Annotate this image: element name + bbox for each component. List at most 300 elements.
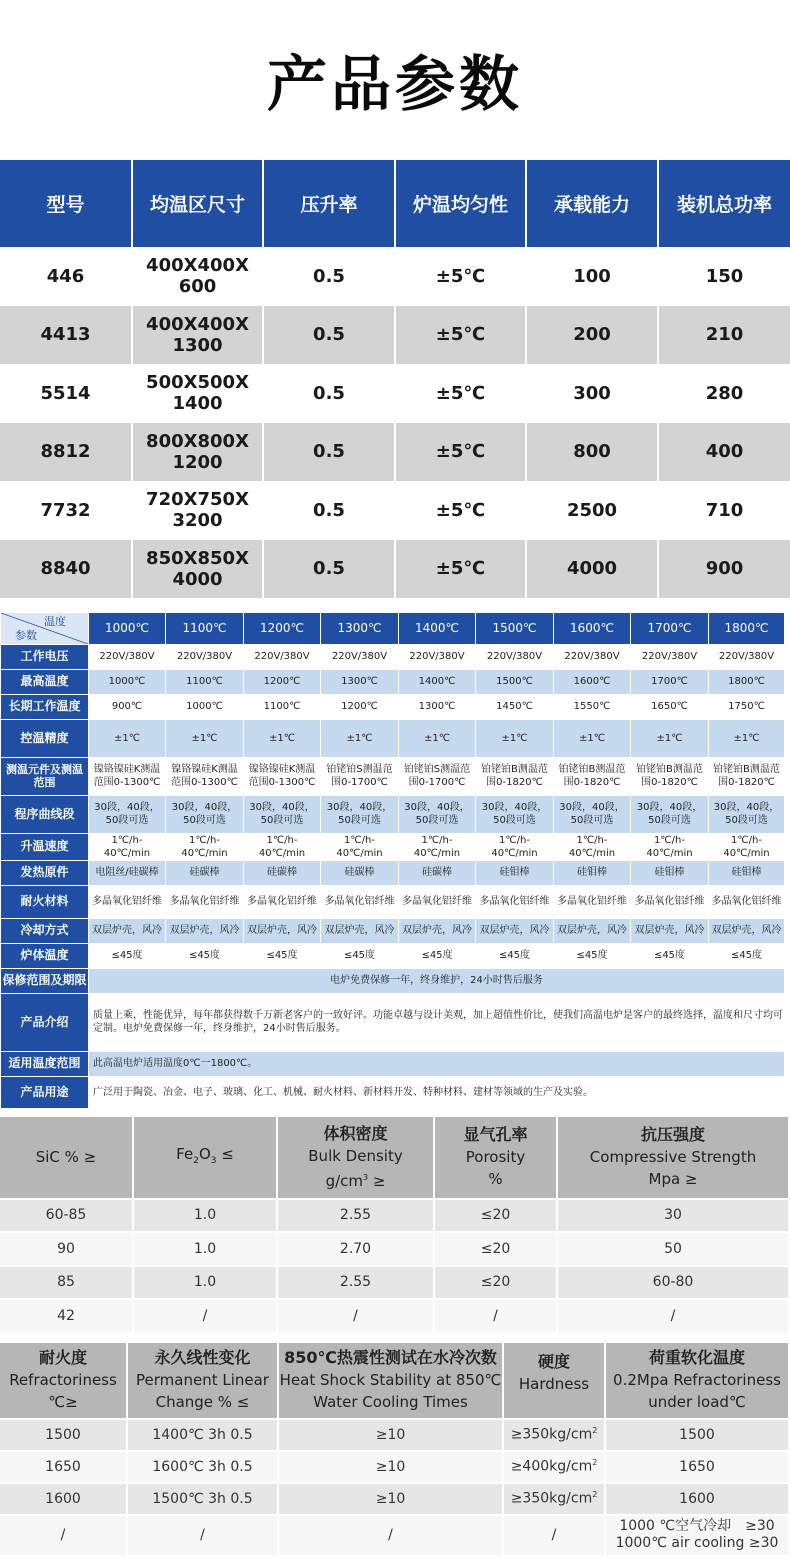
value-cell: 220V/380V xyxy=(476,644,554,669)
row-label: 测温元件及测温范围 xyxy=(1,757,89,795)
wide-value-cell xyxy=(89,1051,785,1076)
table-row xyxy=(1,669,785,694)
value-cell: 多晶氧化铝纤维 xyxy=(554,885,631,918)
value-text: 1650 xyxy=(679,1458,715,1475)
value-cell xyxy=(631,757,709,795)
value-cell: 多晶氧化铝纤维 xyxy=(476,885,554,918)
value-line: 30段，40段， xyxy=(713,802,780,813)
value-cell: 1600℃ xyxy=(554,669,631,694)
capacity-cell: 300 xyxy=(526,364,658,423)
value-cell xyxy=(127,1483,278,1515)
value-cell: 1℃/h-40℃/min xyxy=(399,833,476,860)
value-cell: 50 xyxy=(557,1232,788,1266)
table-row xyxy=(1,644,785,669)
size-line-2: 1300 xyxy=(172,334,223,356)
value-cell xyxy=(631,795,709,833)
value-cell xyxy=(399,757,476,795)
value-cell: / xyxy=(503,1515,605,1555)
temp-table-wrapper xyxy=(0,612,784,1109)
value-cell xyxy=(244,795,321,833)
value-cell xyxy=(399,795,476,833)
power-cell: 280 xyxy=(658,364,790,423)
value-cell: ≤45度 xyxy=(321,943,399,968)
value-line: 范围0-1300℃ xyxy=(171,777,238,788)
value-cell xyxy=(89,795,166,833)
model-cell: 5514 xyxy=(0,364,132,423)
value-cell xyxy=(0,1419,127,1451)
value-text: ≥350kg/cm xyxy=(510,1426,593,1443)
value-cell: 220V/380V xyxy=(554,644,631,669)
corner-top-label: 温度 xyxy=(44,614,66,628)
value-cell: 硅钼棒 xyxy=(554,860,631,885)
temp-header: 1200℃ xyxy=(244,612,321,644)
value-line: 范围0-1300℃ xyxy=(248,777,316,788)
table-row xyxy=(0,1515,788,1555)
power-cell: 210 xyxy=(658,306,790,365)
compressive-header: 抗压强度 Compressive Strength Mpa ≥ xyxy=(557,1117,788,1199)
value-text: 1500 xyxy=(679,1426,715,1443)
value-cell xyxy=(503,1419,605,1451)
value-line: 30段，40段， xyxy=(249,802,315,813)
value-line: 范围0-1300℃ xyxy=(93,777,161,788)
power-cell: 900 xyxy=(658,540,790,599)
row-label: 适用温度范围 xyxy=(1,1051,89,1076)
model-cell: 8812 xyxy=(0,423,132,482)
value-text: ≥10 xyxy=(375,1426,406,1443)
value-text: ≥10 xyxy=(375,1458,406,1475)
value-cell: 1500℃ xyxy=(476,669,554,694)
value-cell: 220V/380V xyxy=(399,644,476,669)
row-label: 耐火材料 xyxy=(1,885,89,918)
size-line-2: 4000 xyxy=(172,568,223,590)
header-rate: 压升率 xyxy=(263,160,395,247)
value-cell: 1.0 xyxy=(133,1199,277,1233)
value-cell: 1℃/h-40℃/min xyxy=(554,833,631,860)
value-line: 30段，40段， xyxy=(171,802,238,813)
value-cell: 硅碳棒 xyxy=(166,860,244,885)
value-cell: / xyxy=(127,1515,278,1555)
value-cell: 60-80 xyxy=(557,1266,788,1300)
header-capacity: 承载能力 xyxy=(526,160,658,247)
value-cell: 2.70 xyxy=(277,1232,434,1266)
rate-cell: 0.5 xyxy=(263,247,395,306)
value-cell: 1℃/h-40℃/min xyxy=(89,833,166,860)
row-label: 产品用途 xyxy=(1,1076,89,1108)
value-cell xyxy=(89,757,166,795)
value-cell: 1℃/h-40℃/min xyxy=(709,833,785,860)
value-cell: 1℃/h-40℃/min xyxy=(244,833,321,860)
rate-cell: 0.5 xyxy=(263,481,395,540)
temp-header: 1400℃ xyxy=(399,612,476,644)
value-cell: 220V/380V xyxy=(709,644,785,669)
value-line: 30段，40段， xyxy=(404,802,470,813)
unit-superscript: 2 xyxy=(592,1458,598,1468)
size-cell xyxy=(132,247,263,306)
sic-header: SiC % ≥ xyxy=(0,1117,133,1199)
value-cell: ≤45度 xyxy=(709,943,785,968)
header-size: 均温区尺寸 xyxy=(132,160,263,247)
temp-header: 1600℃ xyxy=(554,612,631,644)
wide-value-cell xyxy=(89,968,785,993)
value-cell: 多晶氧化铝纤维 xyxy=(244,885,321,918)
table-row xyxy=(0,1232,788,1266)
value-cell: 双层炉壳，风冷 xyxy=(89,918,166,943)
value-cell xyxy=(278,1483,503,1515)
table-row xyxy=(0,1483,788,1515)
load-softening-header: 荷重软化温度 0.2Mpa Refractoriness under load℃ xyxy=(605,1343,788,1419)
value-cell: 双层炉壳，风冷 xyxy=(399,918,476,943)
value-cell xyxy=(127,1419,278,1451)
table-row xyxy=(0,423,790,482)
density-header: 体积密度 Bulk Density $g/cm^3$ ≥ xyxy=(277,1117,434,1199)
value-line: 50段可选 xyxy=(493,815,536,826)
value-cell: 60-85 xyxy=(0,1199,133,1233)
value-line: 镍铬镍硅K测温 xyxy=(171,764,238,775)
value-line: 围0-1700℃ xyxy=(331,777,388,788)
row-label: 炉体温度 xyxy=(1,943,89,968)
table-row xyxy=(1,795,785,833)
value-cell: 220V/380V xyxy=(244,644,321,669)
table-row xyxy=(0,1299,788,1333)
value-text: ≥10 xyxy=(375,1490,406,1507)
value-cell: ≤45度 xyxy=(631,943,709,968)
row-label: 程序曲线段 xyxy=(1,795,89,833)
table-row xyxy=(1,885,785,918)
value-cell xyxy=(605,1419,788,1451)
table-row xyxy=(1,757,785,795)
row-label: 产品介绍 xyxy=(1,993,89,1051)
model-cell: 8840 xyxy=(0,540,132,599)
value-text: 1600 xyxy=(679,1490,715,1507)
value-cell xyxy=(0,1483,127,1515)
value-line: 30段，40段， xyxy=(326,802,393,813)
porosity-header: 显气孔率 Porosity % xyxy=(434,1117,557,1199)
heat-shock-header: 850℃热震性测试在水冷次数 Heat Shock Stability at 850℃ Water Cooling Times xyxy=(278,1343,503,1419)
table-row xyxy=(1,860,785,885)
fe2o3-header: $Fe_2O_3$ ≤ xyxy=(133,1117,277,1199)
value-cell: ≤20 xyxy=(434,1199,557,1233)
value-cell xyxy=(278,1451,503,1483)
value-cell: 1100℃ xyxy=(244,694,321,719)
value-line: 50段可选 xyxy=(648,815,691,826)
size-cell xyxy=(132,306,263,365)
value-line: 铂铑铂B测温范 xyxy=(558,764,626,775)
value-cell: 2.55 xyxy=(277,1199,434,1233)
value-cell: ±1℃ xyxy=(89,719,166,757)
capacity-cell: 200 xyxy=(526,306,658,365)
value-cell: 1℃/h-40℃/min xyxy=(166,833,244,860)
power-cell: 400 xyxy=(658,423,790,482)
value-text: 1500℃ 3h 0.5 xyxy=(152,1490,253,1507)
temp-table-corner xyxy=(1,612,89,644)
value-cell xyxy=(554,757,631,795)
value-text: ≥400kg/cm xyxy=(510,1458,593,1475)
value-line: 铂铑铂B测温范 xyxy=(713,764,780,775)
value-cell: 90 xyxy=(0,1232,133,1266)
value-cell: ≤45度 xyxy=(166,943,244,968)
value-line: 围0-1820℃ xyxy=(718,777,775,788)
value-cell: 双层炉壳，风冷 xyxy=(631,918,709,943)
value-line: 50段可选 xyxy=(338,815,381,826)
value-cell: 硅钼棒 xyxy=(631,860,709,885)
value-text: 1600℃ 3h 0.5 xyxy=(152,1458,253,1475)
value-cell: 硅碳棒 xyxy=(399,860,476,885)
value-cell: 1650℃ xyxy=(631,694,709,719)
value-cell: 多晶氧化铝纤维 xyxy=(166,885,244,918)
value-line: 镍铬镍硅K测温 xyxy=(248,764,316,775)
value-line: 镍铬镍硅K测温 xyxy=(93,764,161,775)
value-cell: 220V/380V xyxy=(321,644,399,669)
table-row xyxy=(0,247,790,306)
value-cell: ≤45度 xyxy=(554,943,631,968)
value-cell xyxy=(554,795,631,833)
value-cell: 多晶氧化铝纤维 xyxy=(631,885,709,918)
size-line-2: 1200 xyxy=(172,451,223,473)
value-cell: 1700℃ xyxy=(631,669,709,694)
value-cell xyxy=(166,795,244,833)
value-cell: 1300℃ xyxy=(321,669,399,694)
size-line-2: 1400 xyxy=(172,393,223,415)
value-text: 1500 xyxy=(45,1426,81,1443)
value-cell: 多晶氧化铝纤维 xyxy=(321,885,399,918)
value-cell: 硅钼棒 xyxy=(476,860,554,885)
value-cell: 1.0 xyxy=(133,1232,277,1266)
value-cell: 85 xyxy=(0,1266,133,1300)
value-line: 围0-1700℃ xyxy=(408,777,466,788)
value-cell: 电阻丝/硅碳棒 xyxy=(89,860,166,885)
value-cell: 1℃/h-40℃/min xyxy=(476,833,554,860)
value-cell: 1200℃ xyxy=(321,694,399,719)
refractory-table xyxy=(0,1343,788,1555)
rate-cell: 0.5 xyxy=(263,423,395,482)
value-text: 1650 xyxy=(45,1458,81,1475)
value-cell: ≤20 xyxy=(434,1266,557,1300)
row-label: 工作电压 xyxy=(1,644,89,669)
value-cell: 1℃/h-40℃/min xyxy=(631,833,709,860)
header-power: 装机总功率 xyxy=(658,160,790,247)
value-cell: 42 xyxy=(0,1299,133,1333)
uniformity-cell: ±5℃ xyxy=(395,364,526,423)
value-cell: 220V/380V xyxy=(166,644,244,669)
value-cell: ≤45度 xyxy=(89,943,166,968)
value-cell: 多晶氧化铝纤维 xyxy=(399,885,476,918)
temp-header: 1500℃ xyxy=(476,612,554,644)
value-cell: 900℃ xyxy=(89,694,166,719)
size-cell xyxy=(132,481,263,540)
value-cell: 30 xyxy=(557,1199,788,1233)
wide-value-line: 此高温电炉适用温度0℃一1800℃。 xyxy=(93,1058,258,1069)
value-cell xyxy=(476,795,554,833)
value-cell: ≤45度 xyxy=(476,943,554,968)
row-label: 升温速度 xyxy=(1,833,89,860)
temp-table xyxy=(0,612,785,1109)
value-cell: 1℃/h-40℃/min xyxy=(321,833,399,860)
value-line: 30段，40段， xyxy=(94,802,160,813)
value-cell: 220V/380V xyxy=(631,644,709,669)
row-label: 保修范围及期限 xyxy=(1,968,89,993)
value-cell: 1750℃ xyxy=(709,694,785,719)
table-row xyxy=(0,1266,788,1300)
value-cell: ±1℃ xyxy=(244,719,321,757)
value-cell xyxy=(278,1419,503,1451)
table-row xyxy=(0,1419,788,1451)
model-cell: 7732 xyxy=(0,481,132,540)
value-line: 50段可选 xyxy=(725,815,768,826)
value-cell: ≤45度 xyxy=(399,943,476,968)
linear-change-header: 永久线性变化 Permanent Linear Change % ≤ xyxy=(127,1343,278,1419)
uniformity-cell: ±5℃ xyxy=(395,423,526,482)
table-row xyxy=(1,993,785,1051)
value-cell: 1550℃ xyxy=(554,694,631,719)
value-text: 1600 xyxy=(45,1490,81,1507)
value-cell: ±1℃ xyxy=(321,719,399,757)
value-cell: / xyxy=(278,1515,503,1555)
row-label: 发热原件 xyxy=(1,860,89,885)
capacity-cell: 2500 xyxy=(526,481,658,540)
wide-value-line: 广泛用于陶瓷、冶金、电子、玻璃、化工、机械、耐火材料、新材料开发、特种材料、建材等领域的生产及实验。 xyxy=(93,1086,593,1098)
size-line-2: 3200 xyxy=(172,510,223,532)
spec-table xyxy=(0,160,790,599)
value-cell: ±1℃ xyxy=(709,719,785,757)
table-row xyxy=(1,833,785,860)
value-cell: / xyxy=(133,1299,277,1333)
table-row xyxy=(0,1451,788,1483)
value-cell xyxy=(166,757,244,795)
value-cell: / xyxy=(557,1299,788,1333)
value-line: 1000 ℃空气冷却 ≥30 xyxy=(619,1518,775,1534)
row-label: 最高温度 xyxy=(1,669,89,694)
value-cell xyxy=(503,1483,605,1515)
size-line-2: 600 xyxy=(178,276,217,297)
table-row xyxy=(1,719,785,757)
uniformity-cell: ±5℃ xyxy=(395,481,526,540)
value-line: 铂铑铂S测温范 xyxy=(403,764,471,775)
temp-header: 1100℃ xyxy=(166,612,244,644)
value-cell xyxy=(709,795,785,833)
value-cell: 1800℃ xyxy=(709,669,785,694)
rate-cell: 0.5 xyxy=(263,306,395,365)
value-cell: 1.0 xyxy=(133,1266,277,1300)
model-cell: 4413 xyxy=(0,306,132,365)
size-line-1: 400X400X xyxy=(146,313,249,335)
table-row xyxy=(1,1051,785,1076)
table-row xyxy=(1,694,785,719)
power-cell: 150 xyxy=(658,247,790,306)
value-line: 50段可选 xyxy=(415,815,459,826)
value-cell: ±1℃ xyxy=(476,719,554,757)
header-uniformity: 炉温均匀性 xyxy=(395,160,526,247)
value-cell xyxy=(605,1515,788,1555)
value-line: 50段可选 xyxy=(570,815,614,826)
value-cell xyxy=(605,1451,788,1483)
value-line: 围0-1820℃ xyxy=(563,777,621,788)
value-line: 50段可选 xyxy=(105,815,149,826)
table-row xyxy=(0,306,790,365)
value-cell xyxy=(503,1451,605,1483)
value-cell: / xyxy=(277,1299,434,1333)
value-cell: 硅碳棒 xyxy=(244,860,321,885)
wide-value-cell xyxy=(89,993,785,1051)
row-label: 控温精度 xyxy=(1,719,89,757)
unit-superscript: 2 xyxy=(592,1490,598,1500)
corner-bottom-label: 参数 xyxy=(15,628,37,642)
value-line: 铂铑铂B测温范 xyxy=(636,764,703,775)
capacity-cell: 100 xyxy=(526,247,658,306)
temp-header: 1000℃ xyxy=(89,612,166,644)
row-label: 冷却方式 xyxy=(1,918,89,943)
value-line: 50段可选 xyxy=(183,815,226,826)
size-cell xyxy=(132,364,263,423)
value-cell: 220V/380V xyxy=(89,644,166,669)
size-cell xyxy=(132,423,263,482)
value-line: 铂铑铂S测温范 xyxy=(326,764,393,775)
table-row xyxy=(1,918,785,943)
size-line-1: 800X800X xyxy=(146,430,249,452)
value-line: 围0-1820℃ xyxy=(486,777,543,788)
size-line-1: 400X400X xyxy=(146,255,249,276)
value-cell: 双层炉壳，风冷 xyxy=(321,918,399,943)
value-cell: ±1℃ xyxy=(631,719,709,757)
value-cell: 双层炉壳，风冷 xyxy=(709,918,785,943)
temp-header: 1700℃ xyxy=(631,612,709,644)
value-cell xyxy=(476,757,554,795)
page-title: 产品参数 xyxy=(267,50,523,120)
hardness-header: 硬度 Hardness xyxy=(503,1343,605,1419)
table-row xyxy=(1,1076,785,1108)
table-row xyxy=(0,540,790,599)
table-row xyxy=(1,968,785,993)
table-row xyxy=(0,481,790,540)
value-line: 铂铑铂B测温范 xyxy=(481,764,548,775)
value-cell xyxy=(127,1451,278,1483)
size-line-1: 500X500X xyxy=(146,372,249,394)
value-line: 30段，40段， xyxy=(481,802,548,813)
capacity-cell: 4000 xyxy=(526,540,658,599)
value-cell: 1400℃ xyxy=(399,669,476,694)
value-line: 1000℃ air cooling ≥30 xyxy=(615,1535,779,1551)
wide-value-line: 电炉免费保修一年，终身维护，24小时售后服务 xyxy=(330,975,543,986)
header-model: 型号 xyxy=(0,160,132,247)
value-cell: 1300℃ xyxy=(399,694,476,719)
unit-superscript: 2 xyxy=(592,1426,598,1436)
size-line-1: 720X750X xyxy=(146,489,249,511)
uniformity-cell: ±5℃ xyxy=(395,540,526,599)
value-cell: 双层炉壳，风冷 xyxy=(244,918,321,943)
value-cell: 2.55 xyxy=(277,1266,434,1300)
value-line: 围0-1820℃ xyxy=(641,777,698,788)
rate-cell: 0.5 xyxy=(263,540,395,599)
value-line: 30段，40段， xyxy=(559,802,625,813)
value-cell: 双层炉壳，风冷 xyxy=(476,918,554,943)
value-cell xyxy=(0,1451,127,1483)
value-cell xyxy=(321,795,399,833)
wide-value-cell xyxy=(89,1076,785,1108)
value-cell: 硅碳棒 xyxy=(321,860,399,885)
value-cell: ±1℃ xyxy=(399,719,476,757)
uniformity-cell: ±5℃ xyxy=(395,247,526,306)
value-cell xyxy=(709,757,785,795)
uniformity-cell: ±5℃ xyxy=(395,306,526,365)
value-cell xyxy=(605,1483,788,1515)
refractoriness-header: 耐火度 Refractoriness ℃≥ xyxy=(0,1343,127,1419)
value-cell xyxy=(244,757,321,795)
value-cell: 1100℃ xyxy=(166,669,244,694)
sic-table xyxy=(0,1117,788,1333)
wide-value-line: 质量上乘，性能优异，每年都获得数千万新老客户的一致好评。功能卓越与设计美观，加上超值性价比，使我们高温电炉是客户的最终选择，温度和尺寸均可 xyxy=(93,1010,783,1021)
value-text: 1400℃ 3h 0.5 xyxy=(152,1426,253,1443)
temp-header: 1800℃ xyxy=(709,612,785,644)
row-label: 长期工作温度 xyxy=(1,694,89,719)
